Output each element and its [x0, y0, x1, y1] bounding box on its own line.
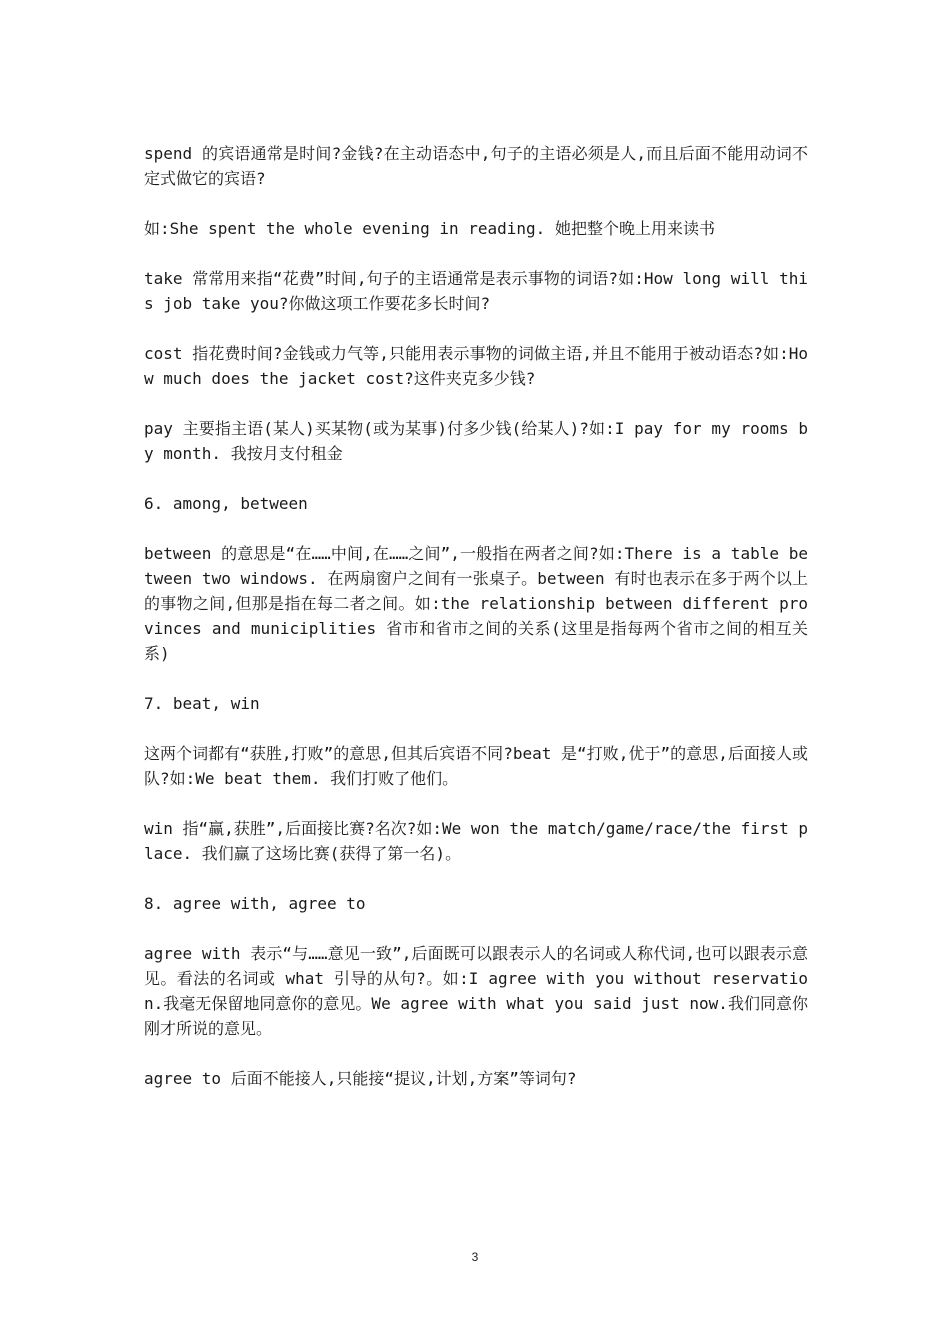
- paragraph-win: win 指“赢,获胜”,后面接比赛?名次?如:We won the match/game/race/the first place. 我们赢了这场比赛(获得了第一名)。: [144, 819, 809, 863]
- paragraph-take: take 常常用来指“花费”时间,句子的主语通常是表示事物的词语?如:How long will this job take you?你做这项工作要花多长时间?: [144, 269, 808, 313]
- paragraph-cost: cost 指花费时间?金钱或力气等,只能用表示事物的词做主语,并且不能用于被动语态?如:How much does the jacket cost?这件夹克多少钱?: [144, 344, 808, 388]
- section-heading-6: 6. among, between: [144, 494, 308, 513]
- paragraph-agree-to: agree to 后面不能接人,只能接“提议,计划,方案”等词句?: [144, 1069, 577, 1088]
- section-heading-8: 8. agree with, agree to: [144, 894, 366, 913]
- paragraph-pay: pay 主要指主语(某人)买某物(或为某事)付多少钱(给某人)?如:I pay for my rooms by month. 我按月支付租金: [144, 419, 808, 463]
- paragraph-between: between 的意思是“在……中间,在……之间”,一般指在两者之间?如:There is a table between two windows. 在两扇窗户之间有一张桌子。between 有时也表示在多于两个以上的事物之间,但那是指在每二者之间。如:the relationship between different provinces and municiplities 省市和省市之间的关系(这里是指每两个省市之间的相互关系): [144, 544, 808, 663]
- paragraph-beat: 这两个词都有“获胜,打败”的意思,但其后宾语不同?beat 是“打败,优于”的意思,后面接人或队?如:We beat them. 我们打败了他们。: [144, 744, 808, 788]
- paragraph-spend: spend 的宾语通常是时间?金钱?在主动语态中,句子的主语必须是人,而且后面不能用动词不定式做它的宾语?: [144, 144, 808, 188]
- paragraph-spend-example: 如:She spent the whole evening in reading. 她把整个晚上用来读书: [144, 219, 715, 238]
- paragraph-agree-with: agree with 表示“与……意见一致”,后面既可以跟表示人的名词或人称代词,也可以跟表示意见。看法的名词或 what 引导的从句?。如:I agree with you without reservation.我毫无保留地同意你的意见。We agree with what you said just now.我们同意你刚才所说的意见。: [144, 944, 808, 1038]
- document-body: [144, 141, 808, 1116]
- section-heading-7: 7. beat, win: [144, 694, 260, 713]
- page-number: 3: [471, 1250, 479, 1264]
